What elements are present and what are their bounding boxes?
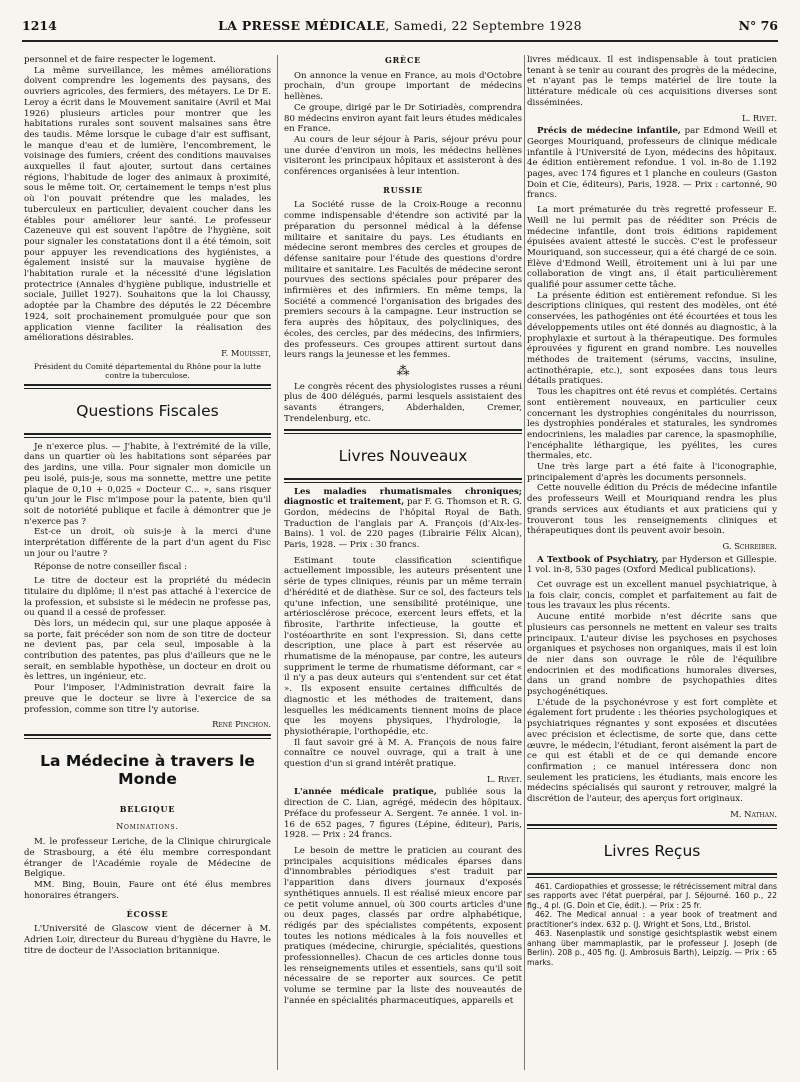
paragraph: Au cours de leur séjour à Paris, séjour prévu pour une durée d'environ un mois, les médecins hellènes visiteront les principaux hôpitaux et assisteront à des conférences organisées à leur intention. [284,134,522,178]
book-entry [284,787,522,841]
book-title: A Textbook of Psychiatry, [537,554,659,565]
book-reference: par Hyderson et Gillespie. 1 vol. in-8, 530 pages (Oxford Medical publications). [527,554,777,576]
paragraph: Le besoin de mettre le praticien au courant des principales acquisitions médicales éparses dans d'innombrables périodiques s'est traduit par l'apparition dans divers journaux d'exposés synthétiques annuels. Il est réalisé mieux encore par ce petit volume annuel, où 300 courts articles d'une ou deux pages, classés par ordre alphabétique, rédigés par des spécialistes compétents, exposent toutes les notions médicales à la fois nouvelles et pratiques (médecine, chirurgie, spécialités, questions professionnelles). Chacun de ces articles donne tous les renseignements utiles et essentiels, sans qu'il soit nécessaire de se reporter aux sources. Ce petit volume se termine par la liste des nouveautés de l'année en spécialités pharmaceutiques, appareils et [284,846,522,1006]
section-rule [24,734,271,739]
paragraph: La même surveillance, les mêmes améliorations doivent comprendre les logements des paysans, des ouvriers agricoles, des fermiers, des métayers. Le Dr E. Leroy a écrit dans le Mouvement sanitaire (Avril et Mai 1926) plusieurs articles pour montrer que les habitations rurales sont souvent malsaines sans être des taudis. Même lorsque le cubage d'air est suffisant, le manque d'eau et de lumière, l'encombrement, le voisinage des fumiers, créent des conditions mauvaises auxquelles il faut ajouter, surtout dans certaines régions, l'habitude de loger des animaux à proximité, sous le même toit. Or, certainement le temps n'est plus où l'on pouvait prétendre que les malades, les tuberculeux en particulier, devaient coucher dans les étables pour améliorer leur santé. Le professeur Cazeneuve qui est souvent l'apôtre de l'hygiène, soit pour signaler les constatations dont il a été témoin, soit pour appuyer les revendications des hygiénistes, a également insisté sur la mauvaise hygiène de l'habitation rurale et la nécessité d'une législation protectrice (Annales d'hygiène publique, industrielle et sociale, Juillet 1927). Souhaitons que la loi Chaussy, adoptée par la Chambre des députés le 22 Décembre 1924, soit prochainement promulguée pour que son application vienne faciliter la réalisation des améliorations désirables. [24,65,271,344]
paragraph: livres médicaux. Il est indispensable à tout praticien tenant à se tenir au courant des progrès de la médecine, et n'ayant pas le temps matériel de lire toute la littérature médicale où ces acquisitions diverses sont disséminées. [527,55,777,108]
book-title: Précis de médecine infantile, [537,126,681,137]
paragraph: L'Université de Glascow vient de décerner à M. Adrien Loir, directeur du Bureau d'hygiène du Havre, le titre de docteur de l'Association britannique. [24,924,271,956]
list-item: 461. Cardiopathies et grossesse; le rétrécissement mitral dans ses rapports avec l'état puerpéral, par J. Séjourné. 160 p., 22 fig., 4 pl. (G. Doin et Cie, édit.). — Prix : 25 fr. [527,881,777,910]
paragraph: Pour l'imposer, l'Administration devrait faire la preuve que le docteur se livre à l'exercice de sa profession, comme son titre l'y autorise. [24,683,271,715]
book-reference: par Edmond Weill et Georges Mouriquand, professeurs de clinique médicale infantile à l'Université de Lyon, médecins des hôpitaux. 4e édition entièrement refondue. 1 vol. in-8o de 1.192 pages, avec 174 figures et 1 planche en couleurs (Gaston Doin et Cie, éditeurs), Paris, 1928. — Prix : cartonné, 90 francs. [527,126,777,201]
author-signature: G. Schreiber. [722,540,777,551]
subheading-belgique: BELGIQUE [119,803,176,814]
section-heading-medecine: La Médecine à travers le Monde [40,751,255,788]
paragraph: Est-ce un droit, où suis-je à la merci d'une interprétation différente de la part d'un agent du Fisc un jour ou l'autre ? [24,527,271,559]
section-rule [24,384,271,389]
subheading-russie: RUSSIE [383,184,423,195]
paragraph: Je n'exerce plus. — J'habite, à l'extrémité de la ville, dans un quartier où les habitations sont séparées par des jardins, une villa. Pour signaler mon domicile un peu isolé, puis-je, sous ma sonnette, mettre une petite plaque de 0,10 + 0,025 « Docteur C... », sans risquer qu'un jour le Fisc m'impose pour la patente, bien qu'il soit de notoriété publique et facile à démontrer que je n'exerce pas ? [24,441,271,527]
section-rule [284,429,522,434]
paragraph: Le titre de docteur est la propriété du médecin titulaire du diplôme; il n'est pas attaché à l'exercice de la profession, et subsiste si le médecin ne professe pas, ou quand il a cessé de professer. [24,576,271,619]
column-left [24,55,271,1075]
asterism-ornament: ⁂ [396,363,410,379]
paragraph: Cet ouvrage est un excellent manuel psychiatrique, à la fois clair, concis, complet et parfaitement au fait de tous les travaux les plus récents. [527,580,777,612]
section-heading-fiscal: Questions Fiscales [76,401,219,420]
issue-date: , Samedi, 22 Septembre 1928 [385,18,582,33]
column-divider [277,55,278,1070]
section-heading-livres-recus: Livres Reçus [603,841,701,860]
book-reference: par F. G. Thomson et R. G. Gordon, médecins de l'hôpital Royal de Bath. Traduction de l'anglais par A. François (d'Aix-les-Bains). 1 vol. de 220 pages (Librairie Félix Alcan), Paris, 1928. — Prix : 30 francs. [284,497,522,551]
paragraph: Estimant toute classification scientifique actuellement impossible, les auteurs présentent une série de types cliniques, réunis par un même terrain d'hérédité et de diathèse. Sur ce sol, des facteurs tels qu'une infection, une sensibilité protéinique, une artériosclérose précoce, exercent leurs effets, et la fibrosite, l'arthrite infectieuse, la goutte et l'ostéoarthrite en sont l'expression. Si, dans cette description, une place à part est réservée au rhumatisme de la ménopause, par contre, les auteurs suppriment le terme de rhumatisme déformant, car « il n'y a pas deux auteurs qui s'entendent sur cet état ». Ils exposent ensuite certaines difficultés de diagnostic et les méthodes de traitement, dans lesquelles les médicaments tiennent moins de place que les moyens physiques, l'hydrologie, la physiothérapie, l'orthopédie, etc. [284,555,522,737]
book-entry [527,126,777,201]
author-signature: M. Nathan. [730,808,777,819]
paragraph: Réponse de notre conseiller fiscal : [34,562,188,573]
author-signature: L. Rivet. [487,773,522,784]
subheading-grece: GRÈCE [384,55,422,65]
paragraph: Cette nouvelle édition du Précis de médecine infantile des professeurs Weill et Mouriquand rendra les plus grands services aux étudiants et aux praticiens qui y trouveront tous les renseignements cliniques et thérapeutiques dont ils peuvent avoir besoin. [527,483,777,537]
column-middle [284,55,522,1075]
paragraph: La mort prématurée du très regretté professeur E. Weill ne lui permit pas de rééditer son Précis de médecine infantile, dont trois éditions rapidement épuisées avaient attesté le succès. C'est le professeur Mouriquand, son successeur, qui a été chargé de ce soin. Élève d'Edmond Weill, étroitement uni à lui par une collaboration de vingt ans, il était particulièrement qualifié pour assumer cette tâche. [527,205,777,291]
paragraph: Dès lors, un médecin qui, sur une plaque apposée à sa porte, fait précéder son nom de son titre de docteur ne devient pas, par cela seul, imposable à la contribution des patentes, pas plus d'ailleurs que ne le serait, en semblable hypothèse, un docteur en droit ou ès lettres, un ingénieur, etc. [24,618,271,683]
paragraph: Il faut savoir gré à M. A. François de nous faire connaître ce nouvel ouvrage, qui a trait à une question d'un si grand intérêt pratique. [284,737,522,770]
paragraph: L'étude de la psychonévrose y est fort complète et également fort prudente : les théories psychologiques et psychiatriques régnantes y sont exposées et discutées avec précision et éclectisme, de sorte que, dans cette œuvre, le médecin, l'étudiant, feront aisément la part de ce qui est établi et de ce qui demande encore confirmation ; ce manuel intéressera donc non seulement les praticiens, les étudiants, mais encore les médecins spécialisés qui sauront y retrouver, malgré la discrétion de l'auteur, des aperçus fort originaux. [527,697,777,805]
list-item: 463. Nasenplastik und sonstige gesichtsplastik webst einem anhang über mammaplastik, par le professeur J. Joseph (de Berlin). 208 p., 405 fig. (J. Ambrosuis Barth), Leipzig. — Prix : 65 marks. [527,929,777,967]
journal-title [22,18,778,33]
journal-name: LA PRESSE MÉDICALE [218,18,386,33]
column-right [527,55,777,1075]
book-title: L'année médicale pratique, [294,787,437,798]
author-signature: F. Mouisset, [221,347,271,358]
book-entry [284,487,522,551]
section-heading-livres-nouveaux: Livres Nouveaux [338,446,468,465]
page-header [22,18,778,36]
paragraph: MM. Bing, Bouin, Faure ont été élus membres honoraires étrangers. [24,880,271,901]
paragraph: M. le professeur Leriche, de la Clinique chirurgicale de Strasbourg, a été élu membre correspondant étranger de l'Académie royale de Médecine de Belgique. [24,837,271,880]
paragraph: La Société russe de la Croix-Rouge a reconnu comme indispensable d'étendre son activité par la préparation du personnel médical à la défense militaire et sanitaire du pays. Les étudiants en médecine seront membres des cercles et groupes de défense sanitaire pour l'étude des questions d'ordre militaire et sanitaire. Les Facultés de médecine seront pourvues des sections spéciales pour préparer des infirmières et des infirmiers. En même temps, la Société a commencé l'organisation des brigades des premiers secours à la campagne. Leur instruction se fera auprès des hôpitaux, des polycliniques, des écoles, des cercles, par des médecins, des infirmiers, des professeurs. Ces groupes attirent surtout dans leurs rangs la jeunesse et les femmes. [284,200,522,361]
author-signature: L. Rivet. [742,112,777,123]
section-rule [284,478,522,483]
book-title: Les maladies rhumatismales chroniques; diagnostic et traitement, [284,486,522,508]
paragraph: Tous les chapitres ont été revus et complétés. Certains sont entièrement nouveaux, en particulier ceux concernant les dystrophies congénitales du nourrisson, les dystrophies pondérales et staturales, les syndromes endocriniens, les maladies par carence, la spasmophilie, l'encéphalite léthargique, les pyélites, les cures thermales, etc. [527,387,777,462]
subheading-ecosse: ÉCOSSE [126,908,169,919]
paragraph: Aucune entité morbide n'est décrite sans que plusieurs cas personnels ne mettent en valeur ses traits principaux. L'auteur divise les psychoses en psychoses organiques et psychoses non organiques, mais il est loin de nier dans son ouvrage le rôle de l'équilibre endocrinien et des modifications humorales diverses, dans un grand nombre de psychopathies dites psychogénétiques. [527,612,777,698]
book-entry [527,555,777,576]
issue-number: N° 76 [738,18,778,33]
section-rule [527,824,777,829]
author-title: Président du Comité départemental du Rhône pour la lutte contre la tuberculose. [33,361,262,380]
received-books-list [527,882,777,968]
header-rule [22,40,778,42]
subheading-nominations: Nominations. [116,821,179,831]
author-signature: René Pinchon. [212,719,271,730]
page-number: 1214 [22,18,57,33]
book-reference: publiée sous la direction de C. Lian, agrégé, médecin des hôpitaux. Préface du professeur A. Sergent. 7e année. 1 vol. in-16 de 652 pages, 7 figures (Lépine, éditeur), Paris, 1928. — Prix : 24 francs. [284,787,522,841]
paragraph: Ce groupe, dirigé par le Dr Sotiriadès, comprendra 80 médecins environ ayant fait leurs études médicales en France. [284,102,522,135]
section-rule [24,433,271,438]
paragraph: Le congrès récent des physiologistes russes a réuni plus de 400 délégués, parmi lesquels assistaient des savants étrangers, Abderhalden, Cremer, Trendelenburg, etc. [284,381,522,424]
section-rule [527,873,777,878]
column-divider [524,55,525,1070]
paragraph: La présente édition est entièrement refondue. Si les descriptions cliniques, qui restent des modèles, ont été conservées, les pathogénies ont été écourtées et tous les développements utiles ont été donnés au diagnostic, à la prophylaxie et surtout à la thérapeutique. Des formules éprouvées y figurent en grand nombre. Les nouvelles méthodes de traitement (sérums, vaccins, insuline, actinothérapie, etc.), sont exposées dans tous leurs détails pratiques. [527,290,777,387]
paragraph: personnel et de faire respecter le logement. [24,55,216,65]
paragraph: Une très large part a été faite à l'iconographie, principalement d'après les documents personnels. [527,462,777,483]
list-item: 462. The Medical annual : a year book of treatment and practitioner's index. 632 p. (J. Wright et Sons, Ltd., Bristol. [527,910,777,929]
paragraph: On annonce la venue en France, au mois d'Octobre prochain, d'un groupe important de médecins hellènes. [284,70,522,103]
